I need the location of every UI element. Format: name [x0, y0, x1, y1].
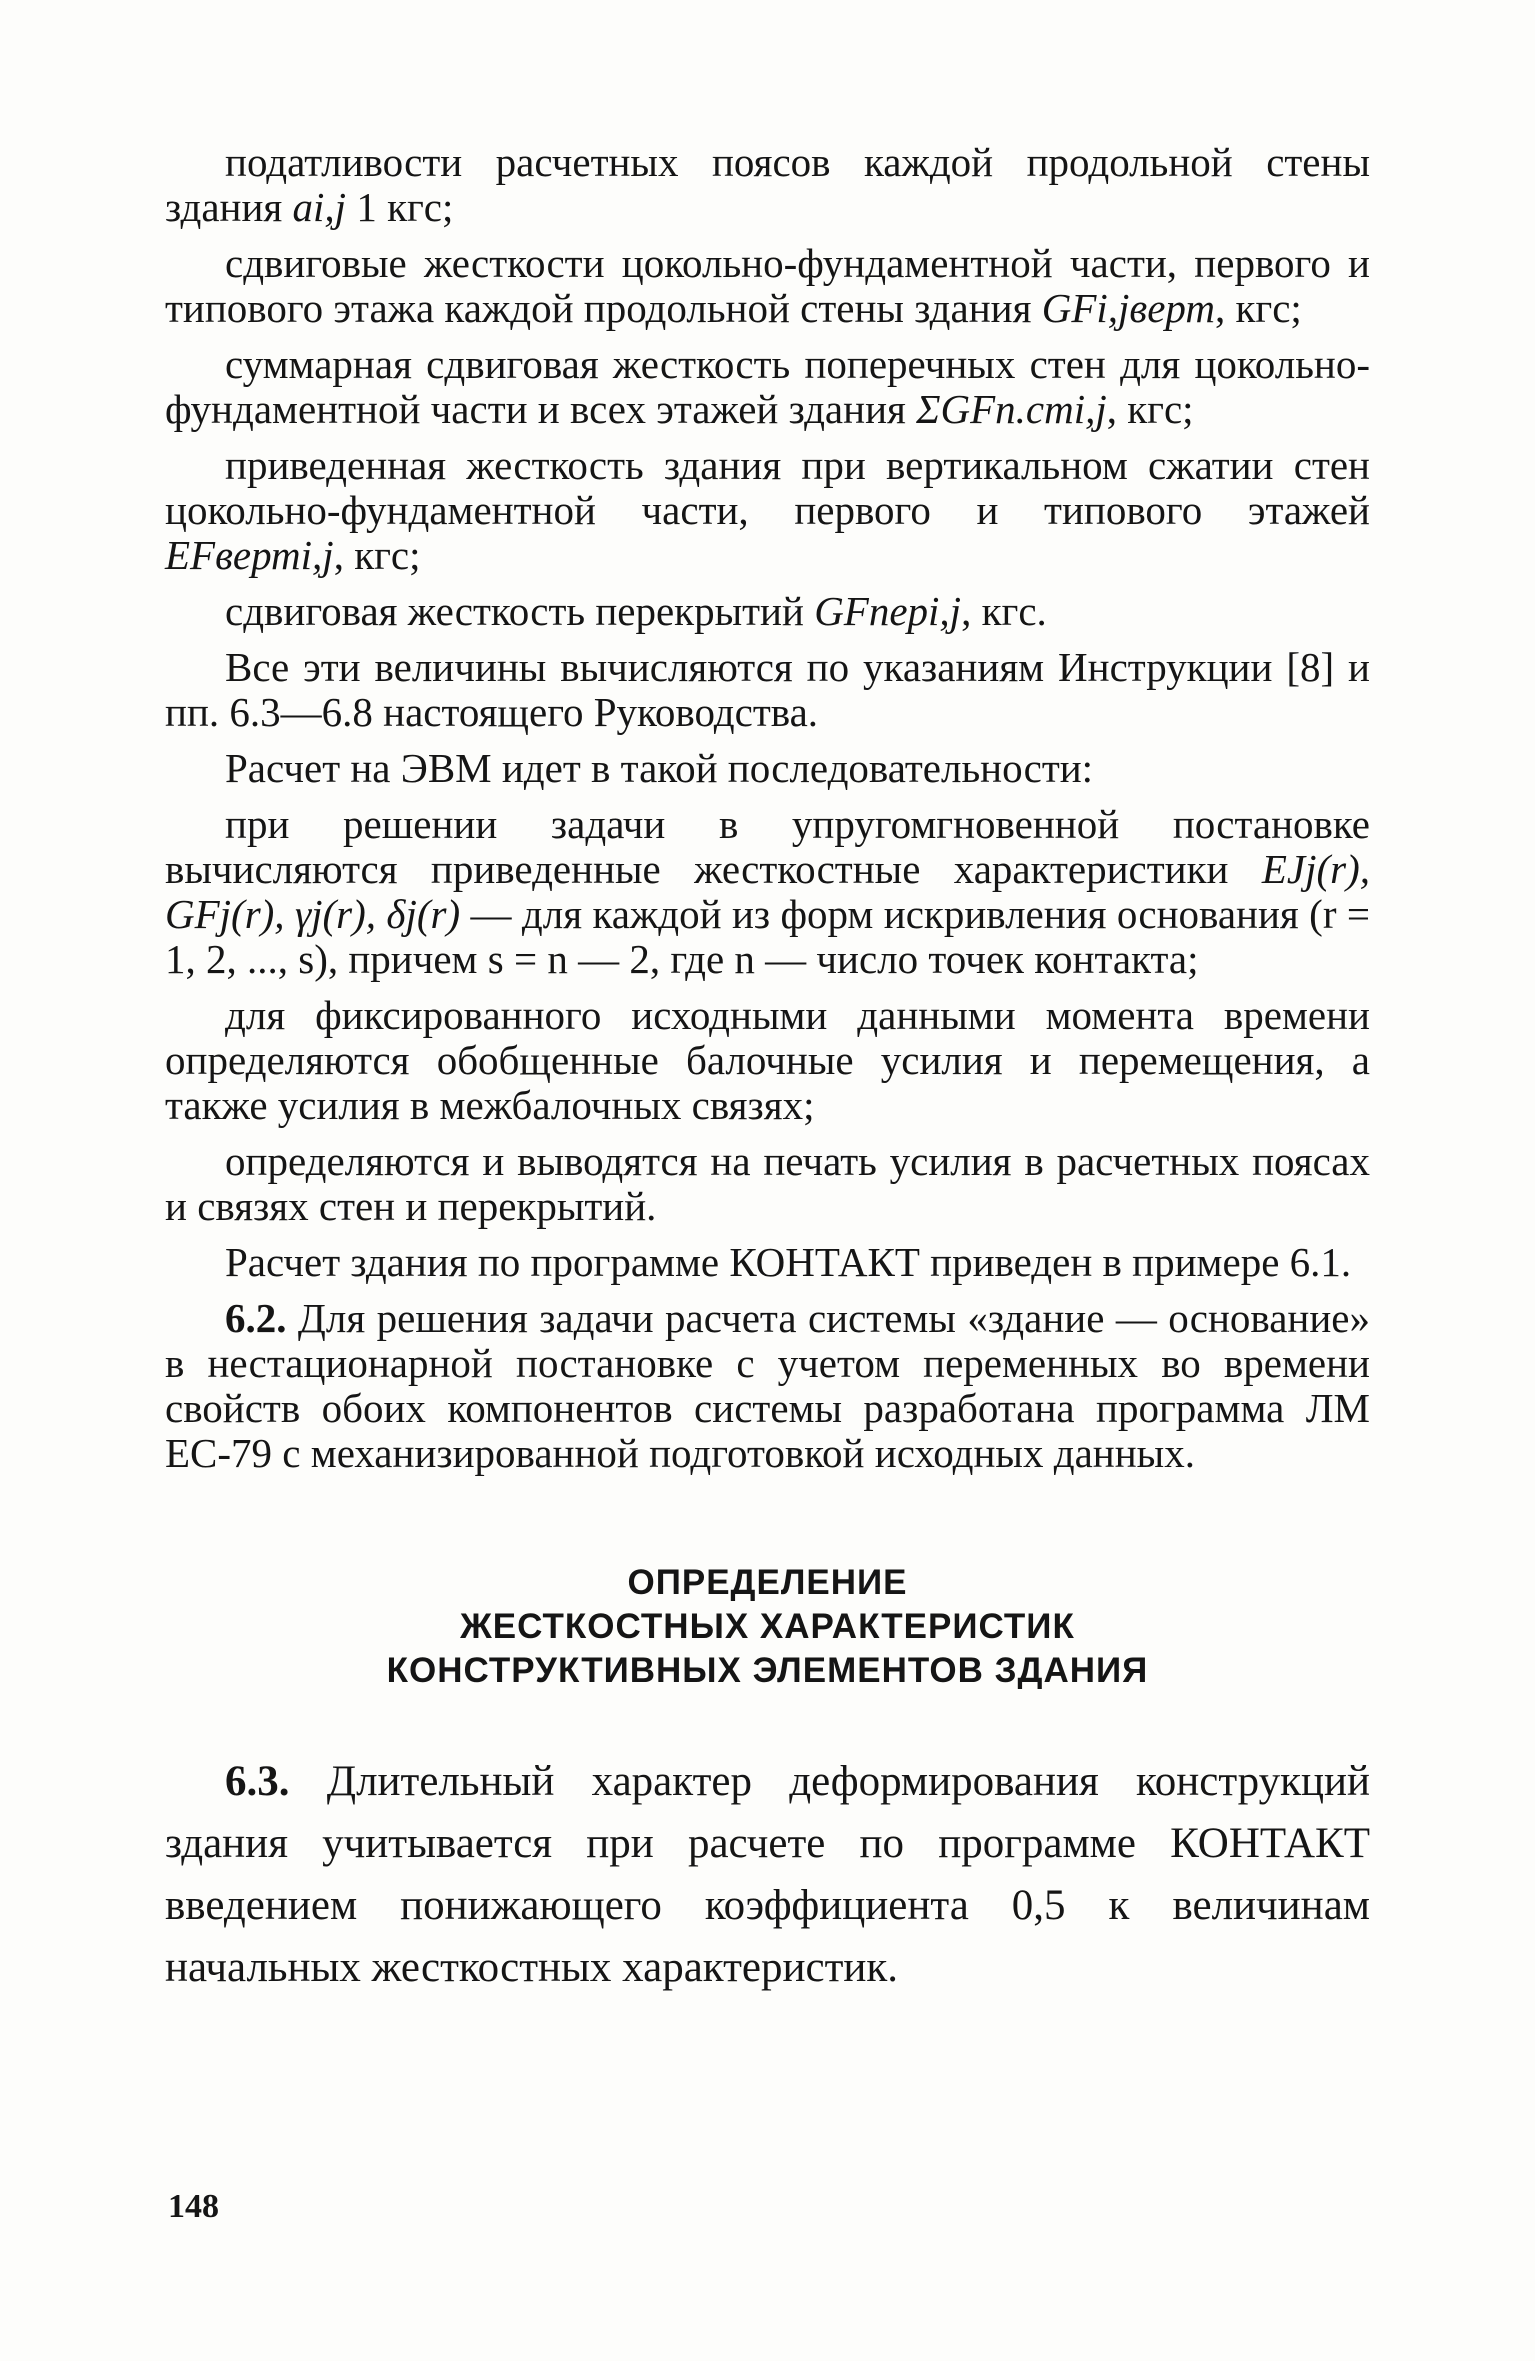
paragraph-tail: 1 кгс;: [346, 184, 454, 230]
formula: ai,j: [292, 184, 347, 230]
heading-line-2: ЖЕСТКОСТНЫХ ХАРАКТЕРИСТИК: [460, 1607, 1075, 1646]
paragraph-text: Расчет на ЭВМ идет в такой последовательности:: [225, 745, 1094, 791]
paragraph-fixed-time: [165, 993, 1370, 1128]
paragraph-text: Для решения задачи расчета системы «здание — основание» в нестационарной постановке с учетом переменных во времени свойств обоих компонентов системы разработана программа ЛМ ЕС-79 с механизированной подготовкой исходных данных.: [165, 1295, 1370, 1476]
formula: GFперi,j: [814, 588, 962, 634]
paragraph-compliance: [165, 140, 1370, 230]
heading-line-1: ОПРЕДЕЛЕНИЕ: [627, 1563, 908, 1602]
paragraph-6-3: [165, 1751, 1370, 1999]
paragraph-total-shear-stiffness: [165, 342, 1370, 432]
paragraph-example-ref: [165, 1240, 1370, 1285]
paragraph-tail: , кгс;: [1106, 386, 1194, 432]
paragraph-text: определяются и выводятся на печать усилия в расчетных поясах и связях стен и перекрытий.: [165, 1138, 1370, 1229]
paragraph-floor-stiffness: [165, 589, 1370, 634]
formula: ΣGFп.стi,j: [916, 386, 1107, 432]
paragraph-tail: , кгс.: [961, 588, 1047, 634]
paragraph-tail: — для каждой из форм искривления основания (r = 1, 2, ..., s), причем s = n — 2, где n — число точек контакта;: [165, 891, 1370, 982]
paragraph-text: для фиксированного исходными данными момента времени определяются обобщенные балочные усилия и перемещения, а также усилия в межбалочных связях;: [165, 992, 1370, 1128]
formula: GFi,jверт: [1041, 285, 1215, 331]
paragraph-output: [165, 1139, 1370, 1229]
paragraph-text: Длительный характер деформирования конструкций здания учитывается при расчете по программе КОНТАКТ введением понижающего коэффициента 0,5 к величинам начальных жесткостных характеристик.: [165, 1758, 1370, 1991]
paragraph-text: при решении задачи в упругомгновенной постановке вычисляются приведенные жесткостные характеристики: [165, 801, 1370, 892]
paragraph-text: сдвиговая жесткость перекрытий: [225, 588, 815, 634]
page-number: 148: [168, 2188, 219, 2225]
formula: EJj(r), GFj(r), γj(r), δj(r): [165, 846, 1370, 937]
paragraph-text: податливости расчетных поясов каждой продольной стены здания: [165, 139, 1370, 230]
formula: EFвертi,j: [165, 532, 334, 578]
paragraph-text: суммарная сдвиговая жесткость поперечных стен для цокольно-фундаментной части и всех этажей здания: [165, 341, 1370, 432]
paragraph-text: Все эти величины вычисляются по указаниям Инструкции [8] и пп. 6.3—6.8 настоящего Руководства.: [165, 644, 1370, 735]
paragraph-tail: , кгс;: [333, 532, 421, 578]
clause-number: 6.3.: [225, 1758, 290, 1805]
clause-number: 6.2.: [225, 1295, 287, 1341]
paragraph-elastic-solution: [165, 802, 1370, 982]
paragraph-shear-stiffness: [165, 241, 1370, 331]
paragraph-tail: , кгс;: [1214, 285, 1302, 331]
paragraph-reduced-stiffness: [165, 443, 1370, 578]
section-heading: [165, 1561, 1370, 1693]
paragraph-text: сдвиговые жесткости цокольно-фундаментной части, первого и типового этажа каждой продольной стены здания: [165, 240, 1370, 331]
paragraph-sequence: [165, 746, 1370, 791]
heading-line-3: КОНСТРУКТИВНЫХ ЭЛЕМЕНТОВ ЗДАНИЯ: [386, 1651, 1149, 1690]
paragraph-text: приведенная жесткость здания при вертикальном сжатии стен цокольно-фундаментной части, первого и типового этажей: [165, 442, 1370, 533]
paragraph-text: Расчет здания по программе КОНТАКТ приведен в примере 6.1.: [225, 1239, 1352, 1285]
paragraph-instructions: [165, 645, 1370, 735]
paragraph-6-2: [165, 1296, 1370, 1476]
